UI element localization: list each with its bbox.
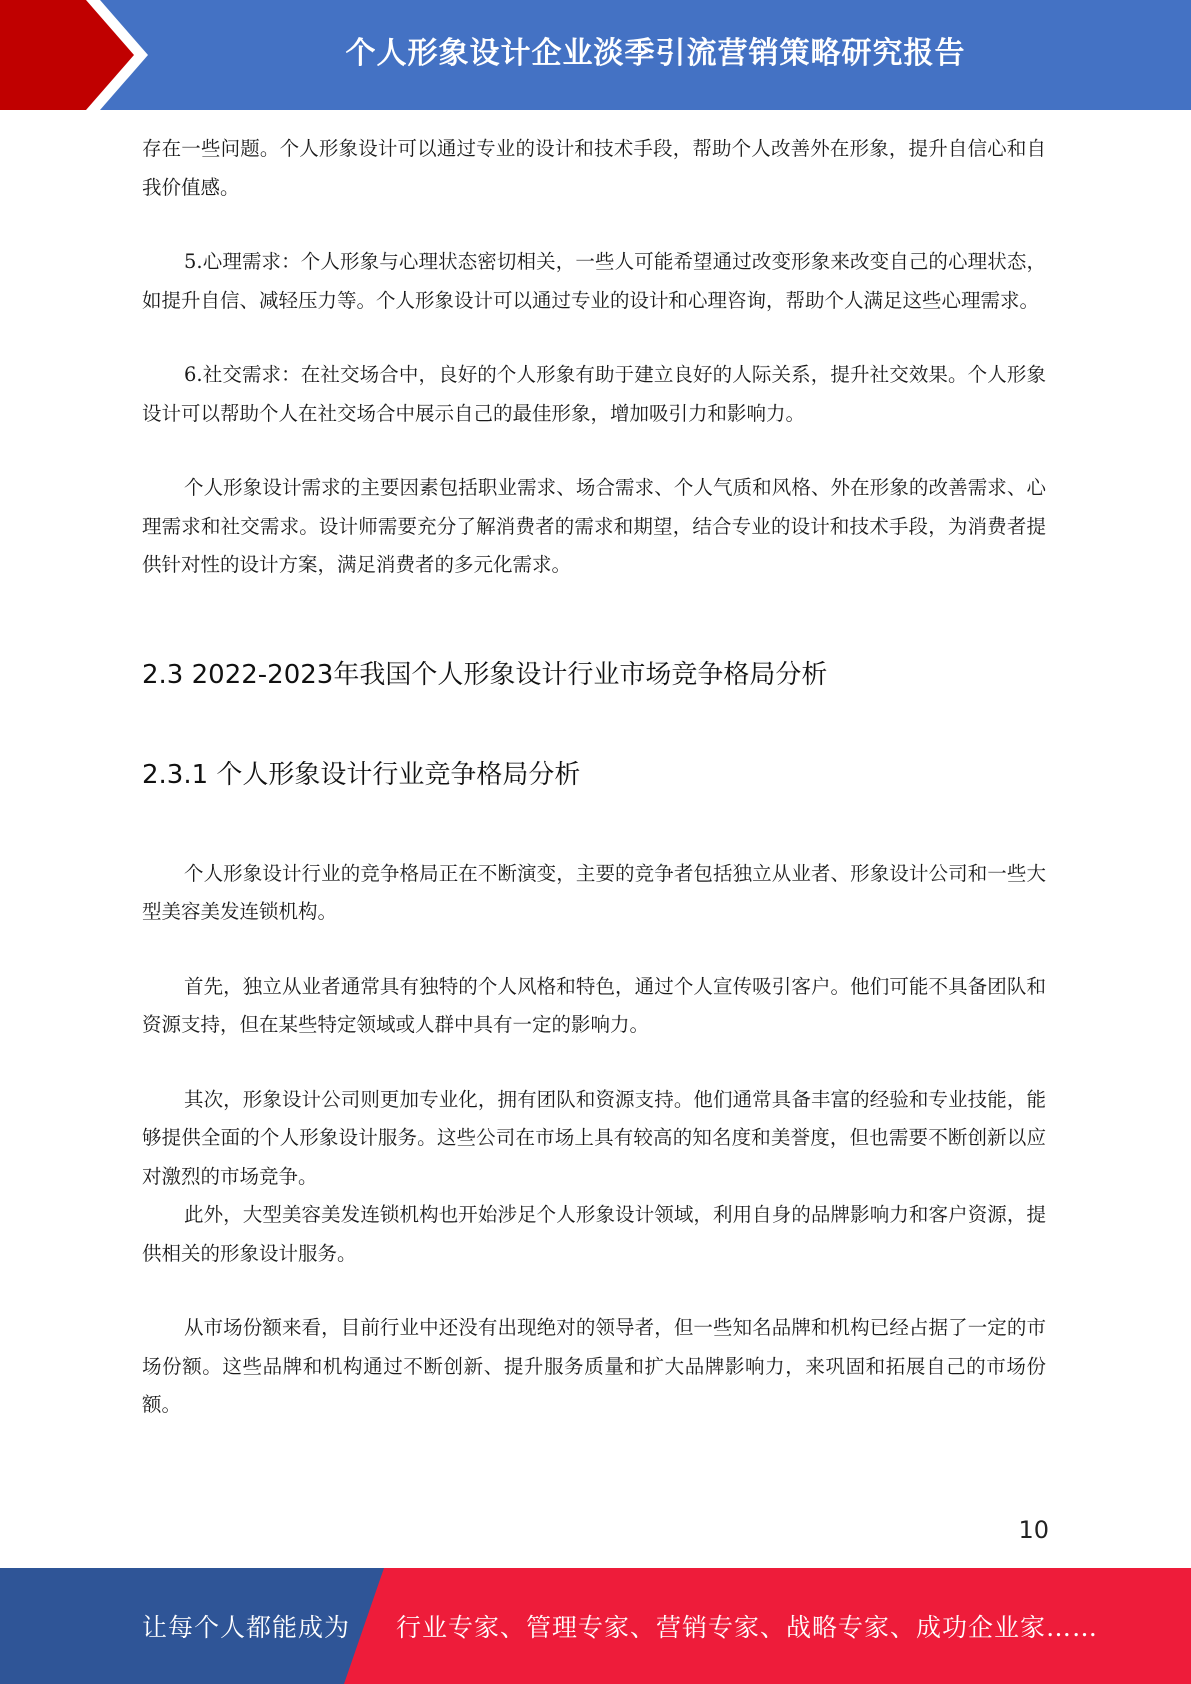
- paragraph-continued: 存在一些问题。个人形象设计可以通过专业的设计和技术手段，帮助个人改善外在形象，提升自信心和自我价值感。: [142, 137, 1046, 199]
- subsection-heading: 2.3.1 个人形象设计行业竞争格局分析: [142, 759, 581, 790]
- paragraph-social-needs: 6.社交需求：在社交场合中，良好的个人形象有助于建立良好的人际关系，提升社交效果。个人形象设计可以帮助个人在社交场合中展示自己的最佳形象，增加吸引力和影响力。: [142, 363, 1046, 425]
- section-heading: 2.3 2022-2023年我国个人形象设计行业市场竞争格局分析: [142, 659, 828, 690]
- header-title: 个人形象设计企业淡季引流营销策略研究报告: [345, 36, 966, 71]
- paragraph-salon-chains: 此外，大型美容美发连锁机构也开始涉足个人形象设计领域，利用自身的品牌影响力和客户资源，提供相关的形象设计服务。: [142, 1203, 1046, 1265]
- paragraph-market-share: 从市场份额来看，目前行业中还没有出现绝对的领导者，但一些知名品牌和机构已经占据了一定的市场份额。这些品牌和机构通过不断创新、提升服务质量和扩大品牌影响力，来巩固和拓展自己的市场份额。: [142, 1316, 1046, 1416]
- paragraph-independent-practitioners: 首先，独立从业者通常具有独特的个人风格和特色，通过个人宣传吸引客户。他们可能不具备团队和资源支持，但在某些特定领域或人群中具有一定的影响力。: [142, 974, 1046, 1036]
- page-number: 10: [1018, 1516, 1049, 1544]
- paragraph-summary: 个人形象设计需求的主要因素包括职业需求、场合需求、个人气质和风格、外在形象的改善需求、心理需求和社交需求。设计师需要充分了解消费者的需求和期望，结合专业的设计和技术手段，为消费者提供针对性的设计方案，满足消费者的多元化需求。: [142, 476, 1046, 576]
- paragraph-competition-overview: 个人形象设计行业的竞争格局正在不断演变，主要的竞争者包括独立从业者、形象设计公司和一些大型美容美发连锁机构。: [142, 861, 1046, 923]
- page-footer: [0, 1568, 1191, 1684]
- document-body: [142, 130, 1046, 1425]
- footer-slogan-left: 让每个人都能成为: [142, 1613, 351, 1642]
- footer-slogan-right: 行业专家、管理专家、营销专家、战略专家、成功企业家……: [396, 1613, 1099, 1642]
- paragraph-design-companies: 其次，形象设计公司则更加专业化，拥有团队和资源支持。他们通常具备丰富的经验和专业技能，能够提供全面的个人形象设计服务。这些公司在市场上具有较高的知名度和美誉度，但也需要不断创新以应对激烈的市场竞争。: [142, 1087, 1046, 1188]
- paragraph-psychological-needs: 5.心理需求：个人形象与心理状态密切相关，一些人可能希望通过改变形象来改变自己的心理状态，如提升自信、减轻压力等。个人形象设计可以通过专业的设计和心理咨询，帮助个人满足这些心理需求。: [142, 250, 1046, 312]
- page-header: [0, 0, 1191, 110]
